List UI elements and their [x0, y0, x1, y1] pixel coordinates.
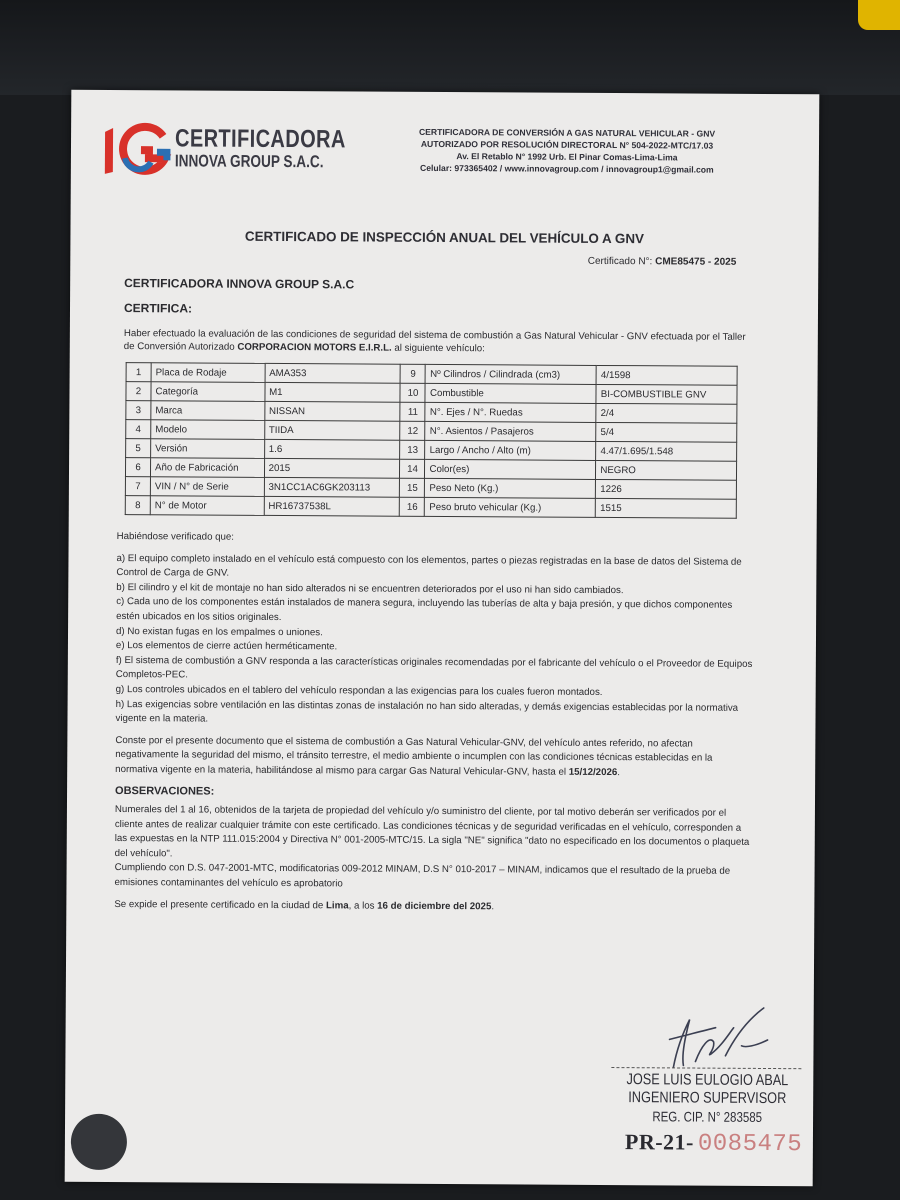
- signatory-role: INGENIERO SUPERVISOR: [628, 1089, 787, 1108]
- table-cell: 2/4: [596, 403, 737, 423]
- issued-city: Lima: [325, 899, 349, 912]
- intro-paragraph: [124, 327, 754, 357]
- table-cell: 1.6: [264, 439, 400, 459]
- table-cell: 2: [126, 382, 151, 401]
- table-cell: 4/1598: [596, 365, 737, 385]
- signatory-block: [621, 1071, 794, 1126]
- table-cell: 2015: [264, 458, 400, 478]
- header-info-line: Celular: 973365402 / www.innovagroup.com / innovagroup1@gmail.com: [420, 162, 714, 175]
- intro-text: Haber efectuado la evaluación de las condiciones de seguridad del sistema de combustión a Gas Natural Vehicular - GNV efectuada por el Taller de Conversión Autorizado: [123, 328, 746, 353]
- signatory-reg: REG. CIP. N° 283585: [652, 1108, 763, 1125]
- valid-until-date: 15/12/2026: [568, 766, 618, 778]
- table-cell: 5/4: [596, 422, 737, 442]
- issued-paragraph: Se expide el presente certificado en la ciudad de Lima, a los 16 de diciembre del 2025.: [114, 898, 495, 912]
- document-title: CERTIFICADO DE INSPECCIÓN ANUAL DEL VEHÍCULO A GNV: [244, 228, 645, 247]
- logo-line2: INNOVA GROUP S.A.C.: [174, 151, 324, 172]
- table-cell: NEGRO: [596, 460, 737, 480]
- table-cell: TIIDA: [264, 420, 400, 440]
- binder-hole: [71, 1114, 127, 1170]
- table-cell: N°. Ejes / N°. Ruedas: [425, 402, 596, 422]
- header-info-line: Av. El Retablo N° 1992 Urb. El Pinar Comas-Lima-Lima: [456, 151, 678, 163]
- serial-value: 0085475: [697, 1130, 803, 1159]
- header-info: [367, 126, 767, 176]
- table-cell: 1226: [596, 479, 737, 499]
- observations-title: OBSERVACIONES:: [115, 784, 215, 798]
- company-name: CERTIFICADORA INNOVA GROUP S.A.C: [124, 276, 355, 292]
- table-cell: 3: [126, 401, 151, 420]
- table-cell: N° de Motor: [150, 496, 264, 516]
- table-cell: 14: [400, 459, 425, 478]
- table-cell: 1515: [596, 498, 737, 518]
- yellow-object: [858, 0, 900, 30]
- verified-item: b) El cilindro y el kit de montaje no han sido alterados ni se encuentren deteriorados por el uso ni han sido cambiados.: [116, 581, 624, 596]
- table-cell: Combustible: [425, 383, 596, 403]
- table-cell: 3N1CC1AC6GK203113: [264, 477, 400, 497]
- table-cell: Categoría: [151, 382, 265, 402]
- background-top: [0, 0, 900, 95]
- table-cell: 4.47/1.695/1.548: [596, 441, 737, 461]
- table-cell: Modelo: [151, 420, 265, 440]
- logo-line1: CERTIFICADORA: [174, 124, 346, 154]
- table-cell: M1: [265, 382, 401, 402]
- table-cell: 12: [400, 421, 425, 440]
- verified-item: a) El equipo completo instalado en el vehículo está compuesto con los elementos, partes o piezas registradas en la base de datos del Sistema de Control de Carga de GNV.: [116, 552, 742, 579]
- table-cell: 16: [400, 497, 425, 516]
- issued-date: 16 de diciembre del 2025: [377, 900, 492, 912]
- body-text: [114, 530, 756, 916]
- table-cell: NISSAN: [264, 401, 400, 421]
- table-cell: N°. Asientos / Pasajeros: [425, 421, 596, 441]
- vehicle-table: [125, 362, 738, 519]
- serial-number: [625, 1129, 802, 1158]
- table-cell: Placa de Rodaje: [151, 363, 265, 383]
- table-cell: BI-COMBUSTIBLE GNV: [596, 384, 737, 404]
- verified-item: d) No existan fugas en los empalmes o uniones.: [116, 625, 323, 638]
- table-cell: 6: [125, 458, 150, 477]
- intro-text-end: al siguiente vehículo:: [391, 342, 485, 355]
- verified-intro: Habiéndose verificado que:: [116, 531, 235, 543]
- verified-item: c) Cada uno de los componentes están instalados de manera segura, incluyendo las tuberías de alta y baja presión, y que dichos componentes estén ubicados en los sitios originales.: [116, 596, 733, 623]
- table-cell: 11: [400, 402, 425, 421]
- verified-item: h) Las exigencias sobre ventilación en las distintas zonas de instalación no han sido alteradas, y demás exigencias establecidas por la normativa vigente en la materia.: [115, 698, 739, 725]
- table-cell: Peso bruto vehicular (Kg.): [425, 497, 596, 517]
- workshop-name: CORPORACION MOTORS E.I.R.L.: [237, 341, 392, 354]
- table-cell: Nº Cilindros / Cilindrada (cm3): [426, 364, 597, 384]
- table-cell: 13: [400, 440, 425, 459]
- table-cell: 4: [126, 420, 151, 439]
- verified-list: [115, 552, 756, 731]
- table-cell: Año de Fabricación: [150, 458, 264, 478]
- header-info-line: AUTORIZADO POR RESOLUCIÓN DIRECTORAL N° 504-2022-MTC/17.03: [420, 138, 714, 151]
- observations-p2: Cumpliendo con D.S. 047-2001-MTC, modificatorias 009-2012 MINAM, D.S N° 010-2017 – MINAM, indicamos que el resultado de la prueba de emisiones contaminantes del vehículo es aprobatorio: [114, 862, 731, 890]
- certificate-number: [588, 256, 737, 268]
- verified-item: e) Los elementos de cierre actúen herméticamente.: [115, 640, 338, 653]
- table-cell: HR16737538L: [264, 496, 400, 516]
- observations-p1: Numerales del 1 al 16, obtenidos de la tarjeta de propiedad del vehículo y/o suministro del cliente, por tal motivo deberán ser verificados por el cliente antes de realizar cualquier trámite con este certificado. Las condiciones técnicas y de seguridad verificadas en el vehículo, corresponden a las expuestas en la NTP 111.015:2004 y Directiva N° 001-2005-MTC/15. La sigla "NE" significa "dato no especificado en los documentos o plaqueta del vehículo".: [114, 804, 750, 860]
- verified-item: f) El sistema de combustión a GNV responda a las características originales recomendadas por el fabricante del vehículo o el Proveedor de Equipos Completos-PEC.: [115, 654, 753, 681]
- certificate-number-value: CME85475 - 2025: [655, 256, 737, 268]
- table-cell: Largo / Ancho / Alto (m): [425, 440, 596, 460]
- conste-text: Conste por el presente documento que el sistema de combustión a Gas Natural Vehicular-GNV, del vehículo antes referido, no afectan negativamente la seguridad del mismo, el tránsito terrestre, el medio ambiente o incumplen con las condiciones técnicas establecidas en la normativa vigente en la materia, habilitándose al mismo para cargar Gas Natural Vehicular-GNV, hasta el: [115, 734, 713, 778]
- table-cell: 9: [401, 364, 426, 383]
- table-cell: 10: [400, 383, 425, 402]
- table-cell: 15: [400, 478, 425, 497]
- certificate-number-label: Certificado N°:: [587, 255, 653, 268]
- table-row: [125, 496, 736, 519]
- table-cell: 7: [125, 477, 150, 496]
- table-cell: Color(es): [425, 459, 596, 479]
- table-cell: AMA353: [265, 363, 401, 383]
- conste-paragraph: Conste por el presente documento que el sistema de combustión a Gas Natural Vehicular-GNV, del vehículo antes referido, no afectan negativamente la seguridad del mismo, el tránsito terrestre, el medio ambiente o incumplen con las condiciones técnicas establecidas en la normativa vigente en la materia, habilitándose al mismo para cargar Gas Natural Vehicular-GNV, hasta el 15/12/2026.: [115, 734, 713, 778]
- table-cell: 5: [126, 439, 151, 458]
- table-cell: 8: [125, 496, 150, 515]
- signatory-name: JOSE LUIS EULOGIO ABAL: [626, 1071, 789, 1090]
- verified-item: g) Los controles ubicados en el tablero del vehículo respondan a las exigencias para los cuales fueron montados.: [115, 683, 603, 698]
- table-cell: VIN / N° de Serie: [150, 477, 264, 497]
- table-cell: Peso Neto (Kg.): [425, 478, 596, 498]
- header-info-line: CERTIFICADORA DE CONVERSIÓN A GAS NATURAL VEHICULAR - GNV: [418, 126, 716, 139]
- table-cell: Marca: [151, 401, 265, 421]
- table-cell: 1: [126, 363, 151, 382]
- innova-logo-icon: [101, 122, 175, 176]
- certificate-paper: [65, 90, 820, 1187]
- serial-prefix: PR-21-: [624, 1129, 694, 1155]
- certifica-heading: CERTIFICA:: [123, 301, 193, 316]
- company-logo: [101, 120, 346, 177]
- table-cell: Versión: [151, 439, 265, 459]
